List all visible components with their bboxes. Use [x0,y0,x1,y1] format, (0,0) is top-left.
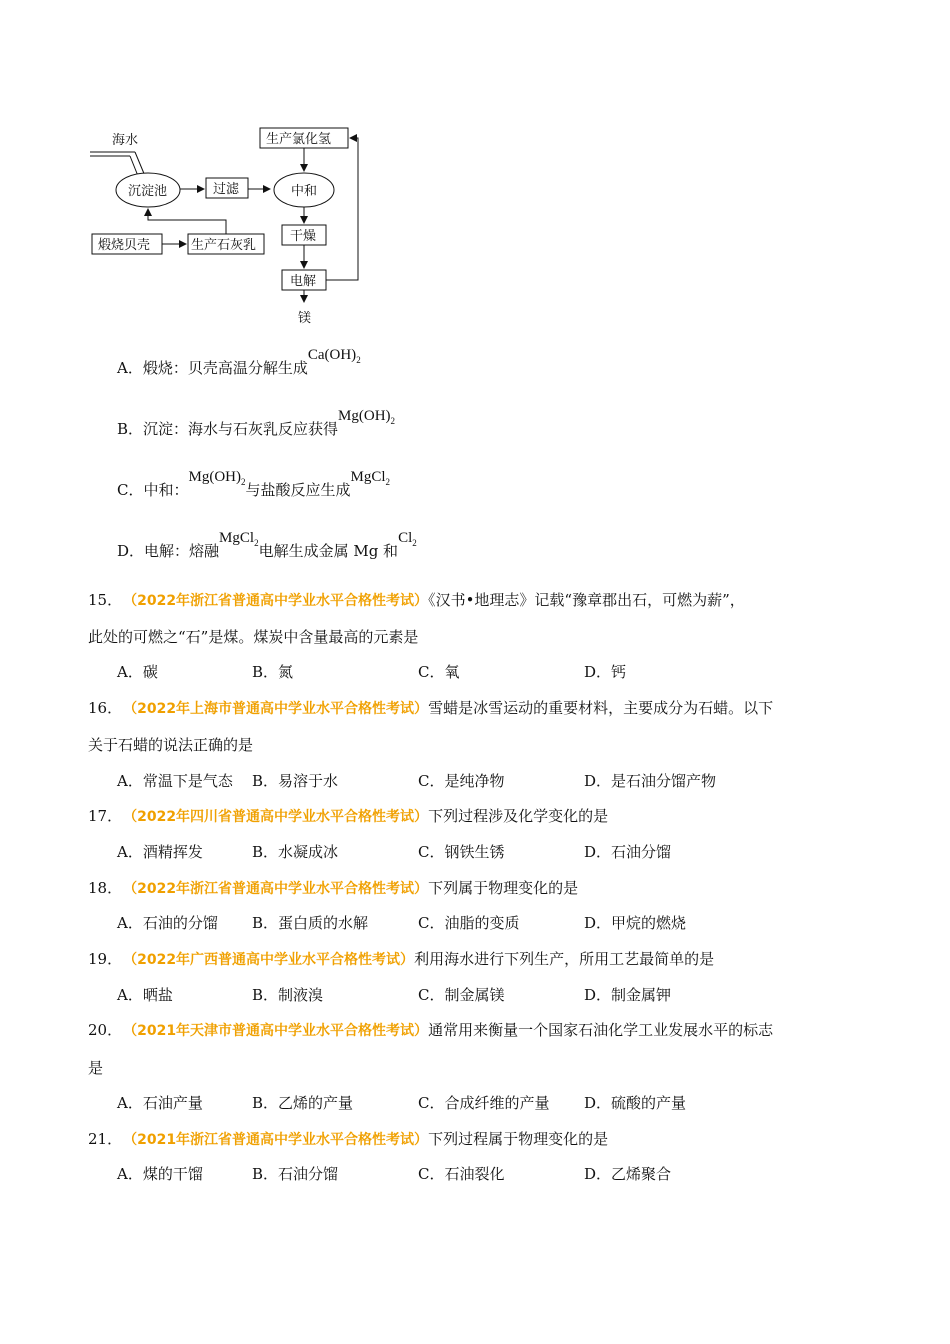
q14-option-a [117,347,361,384]
option-a: A．煤的干馏 [117,1165,203,1183]
option-d: D．硫酸的产量 [584,1094,687,1112]
question-number: 19． [88,950,123,968]
option-b: B．易溶于水 [252,772,339,790]
option-letter: A． [117,359,143,377]
question-17 [88,806,608,827]
option-a: A．常温下是气态 [117,772,233,790]
option-a: A．酒精挥发 [117,843,203,861]
calcine-shell-label: 煅烧贝壳 [98,238,151,253]
question-number: 20． [88,1021,123,1039]
produce-hcl-label: 生产氯化氢 [266,132,332,147]
option-b: B．乙烯的产量 [252,1094,354,1112]
option-c: C．制金属镁 [418,986,505,1004]
neutralize-label: 中和 [291,184,318,199]
question-number: 17． [88,807,123,825]
option-text: 电解：熔融 [144,542,220,560]
question-source: （2021年浙江省普通高中学业水平合格性考试） [130,1132,429,1148]
question-15 [88,590,745,611]
question-text: 雪蜡是冰雪运动的重要材料，主要成分为石蜡。以下 [428,699,774,717]
magnesium-process-diagram [80,120,380,330]
option-d: D．是石油分馏产物 [584,772,717,790]
option-a: A．石油的分馏 [117,914,218,932]
question-number: 21． [88,1130,123,1148]
option-a: A．石油产量 [117,1094,203,1112]
option-b: B．蛋白质的水解 [252,914,369,932]
option-b: B．水凝成冰 [252,843,339,861]
question-16 [88,698,773,719]
formula: $Ca(OH)_2$ [307,347,361,365]
question-18 [88,878,578,899]
option-text: 中和： [143,481,189,499]
option-text: 与盐酸反应生成 [245,481,351,499]
option-c: C．氧 [418,663,460,681]
option-text: 电解生成金属 Mg 和 [258,542,399,560]
option-c: C．石油裂化 [418,1165,505,1183]
option-d: D．乙烯聚合 [584,1165,672,1183]
question-text: 利用海水进行下列生产，所用工艺最简单的是 [414,950,715,968]
magnesium-label: 镁 [298,311,312,326]
q14-option-c [117,469,391,506]
option-c: C．钢铁生锈 [418,843,505,861]
question-source: （2022年浙江省普通高中学业水平合格性考试） [130,593,429,609]
question-text-continued: 此处的可燃之“石”是煤。煤炭中含量最高的元素是 [88,628,419,646]
question-text: 下列属于物理变化的是 [428,879,579,897]
produce-limewater-label: 生产石灰乳 [191,238,257,253]
filter-label: 过滤 [213,182,240,197]
question-source: （2021年天津市普通高中学业水平合格性考试） [130,1023,429,1039]
question-number: 16． [88,699,123,717]
question-source: （2022年四川省普通高中学业水平合格性考试） [130,809,429,825]
formula: MgCl$_2$ [350,469,391,487]
option-c: C．合成纤维的产量 [418,1094,550,1112]
q14-option-b [117,408,396,445]
option-b: B．氮 [252,663,294,681]
option-b: B．制液溴 [252,986,324,1004]
question-19 [88,949,714,970]
formula: MgCl$_2$ [219,530,259,548]
option-letter: D． [117,542,145,560]
seawater-label: 海水 [112,133,139,148]
option-letter: B． [117,420,144,438]
option-c: C．油脂的变质 [418,914,520,932]
formula: $Mg(OH)_2$ [338,408,396,426]
option-a: A．碳 [117,663,158,681]
option-d: D．制金属钾 [584,986,672,1004]
option-d: D．甲烷的燃烧 [584,914,687,932]
question-text: 通常用来衡量一个国家石油化学工业发展水平的标志 [428,1021,774,1039]
option-text: 煅烧：贝壳高温分解生成 [142,359,308,377]
question-text-continued: 是 [88,1059,104,1077]
question-text: 《汉书•地理志》记载“豫章郡出石，可燃为薪”， [428,591,745,609]
question-text: 下列过程涉及化学变化的是 [428,807,609,825]
question-number: 15． [88,591,123,609]
q14-option-d [117,530,417,567]
question-source: （2022年上海市普通高中学业水平合格性考试） [130,701,429,717]
question-text: 下列过程属于物理变化的是 [428,1130,609,1148]
dry-label: 干燥 [290,229,317,244]
formula: $Cl_2$ [398,530,417,548]
option-d: D．石油分馏 [584,843,672,861]
option-c: C．是纯净物 [418,772,505,790]
question-number: 18． [88,879,123,897]
option-d: D．钙 [584,663,627,681]
option-text: 沉淀：海水与石灰乳反应获得 [143,420,339,438]
sedimentation-tank-label: 沉淀池 [128,184,168,199]
option-b: B．石油分馏 [252,1165,339,1183]
question-source: （2022年广西普通高中学业水平合格性考试） [130,952,415,968]
question-source: （2022年浙江省普通高中学业水平合格性考试） [130,881,429,897]
question-text-continued: 关于石蜡的说法正确的是 [88,736,254,754]
question-21 [88,1129,608,1150]
question-20 [88,1020,773,1041]
electrolysis-label: 电解 [290,274,317,289]
formula: $Mg(OH)_2$ [188,469,246,487]
option-a: A．晒盐 [117,986,173,1004]
option-letter: C． [117,481,144,499]
